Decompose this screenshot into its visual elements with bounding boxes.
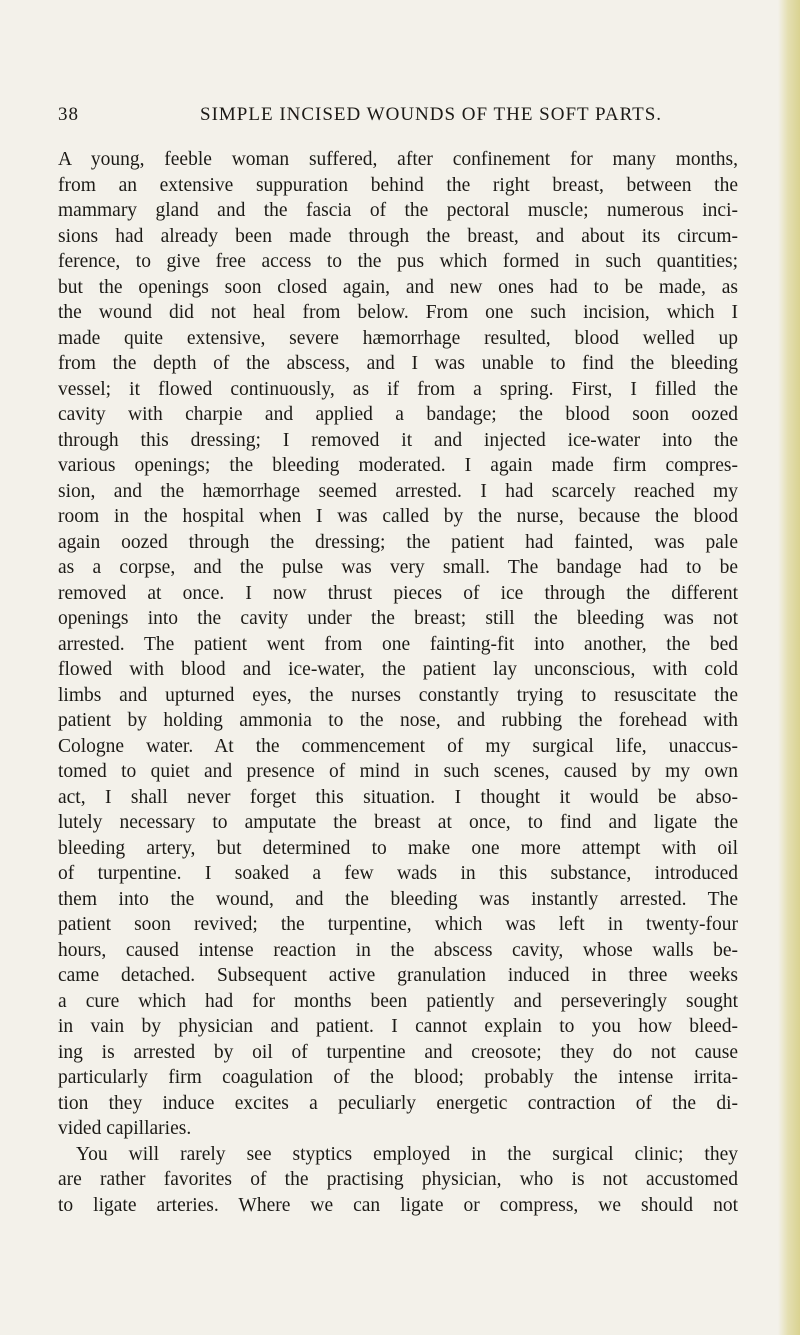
text-line: various openings; the bleeding moderated. I again made firm compres- bbox=[58, 455, 738, 476]
text-line: limbs and upturned eyes, the nurses constantly trying to resuscitate the bbox=[58, 684, 738, 706]
text-line: vessel; it flowed continuously, as if from a spring. First, I filled the bbox=[58, 378, 738, 400]
text-line: Cologne water. At the commencement of my surgical life, unaccus- bbox=[58, 735, 738, 757]
text-line: hours, caused intense reaction in the abscess cavity, whose walls be- bbox=[58, 939, 738, 961]
text-line: as a corpse, and the pulse was very small. The bandage had to be bbox=[58, 557, 738, 578]
page-edge-discoloration bbox=[778, 0, 800, 1335]
text-line: sion, and the hæmorrhage seemed arrested. I had scarcely reached my bbox=[58, 480, 738, 502]
text-line: room in the hospital when I was called by the nurse, because the blood bbox=[58, 506, 738, 527]
text-line: the wound did not heal from below. From one such incision, which I bbox=[58, 302, 738, 323]
page-number: 38 bbox=[58, 104, 79, 125]
text-line: vided capillaries. bbox=[58, 1118, 192, 1139]
page-header bbox=[58, 104, 740, 134]
text-line: from the depth of the abscess, and I was unable to find the bleeding bbox=[58, 353, 738, 374]
text-line: tomed to quiet and presence of mind in such scenes, caused by my own bbox=[58, 761, 738, 782]
text-line: through this dressing; I removed it and injected ice-water into the bbox=[58, 429, 738, 451]
text-line: You will rarely see styptics employed in the surgical clinic; they bbox=[76, 1143, 738, 1165]
text-line: in vain by physician and patient. I cannot explain to you how bleed- bbox=[58, 1016, 738, 1037]
paragraph bbox=[58, 1142, 738, 1219]
text-line: arrested. The patient went from one fainting-fit into another, the bed bbox=[58, 633, 738, 655]
paragraph bbox=[58, 147, 738, 1142]
text-line: lutely necessary to amputate the breast at once, to find and ligate the bbox=[58, 812, 738, 833]
text-line: cavity with charpie and applied a bandage; the blood soon oozed bbox=[58, 404, 738, 425]
text-line: flowed with blood and ice-water, the patient lay unconscious, with cold bbox=[58, 659, 738, 680]
body-text bbox=[58, 147, 738, 1218]
text-line: patient by holding ammonia to the nose, and rubbing the forehead with bbox=[58, 710, 738, 731]
text-line: removed at once. I now thrust pieces of ice through the different bbox=[58, 582, 738, 604]
text-line: ing is arrested by oil of turpentine and creosote; they do not cause bbox=[58, 1041, 738, 1063]
text-line: bleeding artery, but determined to make one more attempt with oil bbox=[58, 837, 738, 859]
text-line: openings into the cavity under the breast; still the bleeding was not bbox=[58, 608, 738, 629]
text-line: ference, to give free access to the pus which formed in such quantities; bbox=[58, 251, 738, 272]
text-line: again oozed through the dressing; the patient had fainted, was pale bbox=[58, 531, 738, 553]
text-line: mammary gland and the fascia of the pectoral muscle; numerous inci- bbox=[58, 200, 738, 221]
text-line: particularly firm coagulation of the blood; probably the intense irrita- bbox=[58, 1067, 738, 1088]
text-line: from an extensive suppuration behind the right breast, between the bbox=[58, 174, 738, 196]
text-line: but the openings soon closed again, and new ones had to be made, as bbox=[58, 276, 738, 298]
text-line: A young, feeble woman suffered, after confinement for many months, bbox=[58, 149, 738, 170]
text-line: act, I shall never forget this situation. I thought it would be abso- bbox=[58, 786, 738, 808]
text-line: came detached. Subsequent active granulation induced in three weeks bbox=[58, 965, 738, 986]
text-line: are rather favorites of the practising physician, who is not accustomed bbox=[58, 1169, 738, 1190]
text-line: made quite extensive, severe hæmorrhage resulted, blood welled up bbox=[58, 327, 738, 349]
text-line: to ligate arteries. Where we can ligate or compress, we should not bbox=[58, 1194, 738, 1216]
text-line: tion they induce excites a peculiarly energetic contraction of the di- bbox=[58, 1092, 738, 1114]
text-line: of turpentine. I soaked a few wads in this substance, introduced bbox=[58, 863, 738, 884]
text-line: patient soon revived; the turpentine, which was left in twenty-four bbox=[58, 914, 738, 935]
running-title: SIMPLE INCISED WOUNDS OF THE SOFT PARTS. bbox=[200, 104, 663, 125]
text-line: them into the wound, and the bleeding was instantly arrested. The bbox=[58, 888, 738, 910]
text-line: a cure which had for months been patiently and perseveringly sought bbox=[58, 990, 738, 1012]
text-line: sions had already been made through the breast, and about its circum- bbox=[58, 225, 738, 247]
